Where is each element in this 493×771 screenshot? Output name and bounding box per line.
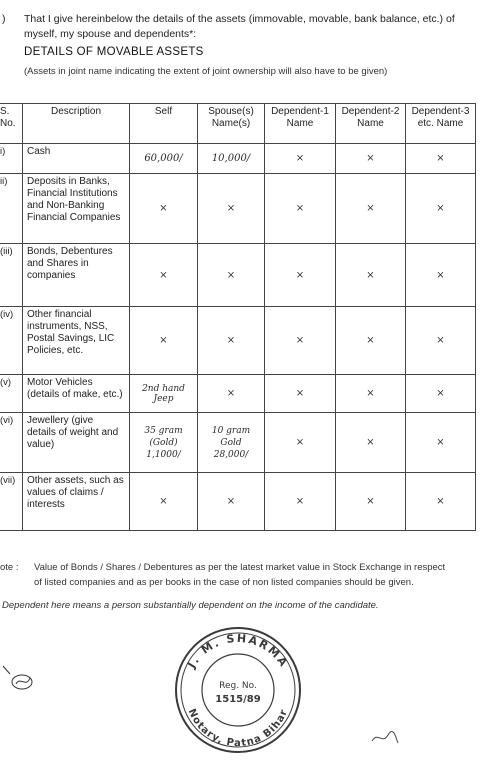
row-sno: i) xyxy=(0,144,23,174)
desc-line: Cash xyxy=(27,146,51,157)
row-spouse-value: 10 gram Gold 28,000/ xyxy=(198,413,265,473)
row-description xyxy=(23,244,130,307)
row-dep1-value: × xyxy=(265,413,336,473)
stamp-reg-label: Reg. No. xyxy=(219,681,257,691)
desc-line: Policies, etc. xyxy=(27,345,84,356)
row-dep1-value: × xyxy=(265,244,336,307)
row-dep1-value: × xyxy=(265,473,336,531)
signature-scribble xyxy=(370,725,400,749)
row-dep1-value: × xyxy=(265,375,336,413)
header-spouse-line-1: Spouse(s) xyxy=(208,106,254,117)
row-sno: (vi) xyxy=(0,413,23,473)
header-dep2-line-1: Dependent-2 xyxy=(341,106,400,117)
row-spouse-value: × xyxy=(198,307,265,375)
note-line-1: Value of Bonds / Shares / Debentures as per the latest market value in Stock Exchange in respect xyxy=(34,562,446,573)
row-description xyxy=(23,307,130,375)
desc-line: Bonds, Debentures xyxy=(27,246,113,257)
row-description xyxy=(23,413,130,473)
row-spouse-value: × xyxy=(198,244,265,307)
row-dep3-value: × xyxy=(406,473,476,531)
row-dep2-value: × xyxy=(336,144,406,174)
row-sno: (v) xyxy=(0,375,23,413)
intro-marker: ) xyxy=(2,13,6,25)
header-dependent-1 xyxy=(265,104,336,144)
header-dep3-line-1: Dependent-3 xyxy=(411,106,470,117)
table-row xyxy=(0,174,476,244)
desc-line: Other financial xyxy=(27,309,92,320)
desc-line: Financial Companies xyxy=(27,212,121,223)
row-self-value: × xyxy=(130,473,198,531)
header-spouse xyxy=(198,104,265,144)
desc-line: companies xyxy=(27,270,76,281)
table-row xyxy=(0,375,476,413)
header-sno-line-2: No. xyxy=(0,118,16,129)
stamp-ring-top: J. M. SHARMA xyxy=(185,631,291,671)
header-sno xyxy=(0,104,23,144)
desc-line: interests xyxy=(27,499,65,510)
stamp-ring-bottom: Notary, Patna Bihar xyxy=(185,707,291,750)
header-sno-line-1: S. xyxy=(0,106,10,117)
initials-scribble xyxy=(0,662,40,702)
row-dep3-value: × xyxy=(406,244,476,307)
desc-line: Postal Savings, LIC xyxy=(27,333,115,344)
row-self-value: × xyxy=(130,307,198,375)
header-dependent-3 xyxy=(406,104,476,144)
row-sno: (iv) xyxy=(0,307,23,375)
row-self-value: × xyxy=(130,174,198,244)
table-row xyxy=(0,144,476,174)
row-dep2-value: × xyxy=(336,375,406,413)
desc-line: Deposits in Banks, xyxy=(27,176,110,187)
header-dep1-line-2: Name xyxy=(286,118,314,129)
stamp-reg-number: 1515/89 xyxy=(215,694,261,705)
stamp-seal-icon xyxy=(168,622,308,757)
notary-stamp xyxy=(168,622,308,757)
header-dependent-2 xyxy=(336,104,406,144)
movable-assets-table xyxy=(0,103,476,531)
row-self-value: 2nd hand Jeep xyxy=(130,375,198,413)
section-note: (Assets in joint name indicating the extent of joint ownership will also have to be given) xyxy=(24,66,388,77)
row-dep3-value: × xyxy=(406,144,476,174)
row-description xyxy=(23,144,130,174)
desc-line: and Shares in xyxy=(27,258,89,269)
row-dep3-value: × xyxy=(406,307,476,375)
row-sno: ii) xyxy=(0,174,23,244)
row-dep1-value: × xyxy=(265,174,336,244)
desc-line: and Non-Banking xyxy=(27,200,105,211)
row-dep2-value: × xyxy=(336,244,406,307)
row-dep2-value: × xyxy=(336,307,406,375)
row-spouse-value: 10,000/ xyxy=(198,144,265,174)
header-spouse-line-2: Name(s) xyxy=(211,118,251,129)
note-prefix: ote : xyxy=(0,562,19,573)
svg-text:Notary, Patna Bihar xyxy=(186,707,290,749)
header-description: Description xyxy=(23,104,130,144)
desc-line: instruments, NSS, xyxy=(27,321,108,332)
row-spouse-value: × xyxy=(198,375,265,413)
section-title: DETAILS OF MOVABLE ASSETS xyxy=(24,46,204,58)
table-row xyxy=(0,473,476,531)
row-dep2-value: × xyxy=(336,413,406,473)
desc-line: Motor Vehicles xyxy=(27,377,93,388)
desc-line: details of weight and xyxy=(27,427,119,438)
svg-text:J. M. SHARMA xyxy=(185,632,291,671)
note-line-2: of listed companies and as per books in the case of non listed companies should be given. xyxy=(34,577,414,588)
row-self-value: 35 gram (Gold) 1,1000/ xyxy=(130,413,198,473)
row-self-value: × xyxy=(130,244,198,307)
row-description xyxy=(23,174,130,244)
row-dep3-value: × xyxy=(406,375,476,413)
footnote: Dependent here means a person substantially dependent on the income of the candidate. xyxy=(2,600,379,611)
intro-line-1: That I give hereinbelow the details of the assets (immovable, movable, bank balance, etc.) of xyxy=(24,13,455,25)
table-row xyxy=(0,413,476,473)
row-spouse-value: × xyxy=(198,473,265,531)
row-dep2-value: × xyxy=(336,473,406,531)
header-dep2-line-2: Name xyxy=(357,118,384,129)
row-dep3-value: × xyxy=(406,413,476,473)
table-row xyxy=(0,307,476,375)
intro-line-2: myself, my spouse and dependents*: xyxy=(24,28,197,40)
desc-line: Jewellery (give xyxy=(27,415,94,426)
desc-line: value) xyxy=(27,439,55,450)
desc-line: values of claims / xyxy=(27,487,104,498)
row-dep3-value: × xyxy=(406,174,476,244)
desc-line: Other assets, such as xyxy=(27,475,124,486)
row-dep2-value: × xyxy=(336,174,406,244)
table-row xyxy=(0,244,476,307)
row-sno: (iii) xyxy=(0,244,23,307)
desc-line: Financial Institutions xyxy=(27,188,118,199)
row-dep1-value: × xyxy=(265,307,336,375)
desc-line: (details of make, etc.) xyxy=(27,389,123,400)
header-self: Self xyxy=(130,104,198,144)
row-description xyxy=(23,473,130,531)
row-self-value: 60,000/ xyxy=(130,144,198,174)
header-dep3-line-2: etc. Name xyxy=(417,118,464,129)
row-spouse-value: × xyxy=(198,174,265,244)
row-sno: (vii) xyxy=(0,473,23,531)
row-dep1-value: × xyxy=(265,144,336,174)
row-description xyxy=(23,375,130,413)
table-header-row xyxy=(0,104,476,144)
header-dep1-line-1: Dependent-1 xyxy=(271,106,329,117)
